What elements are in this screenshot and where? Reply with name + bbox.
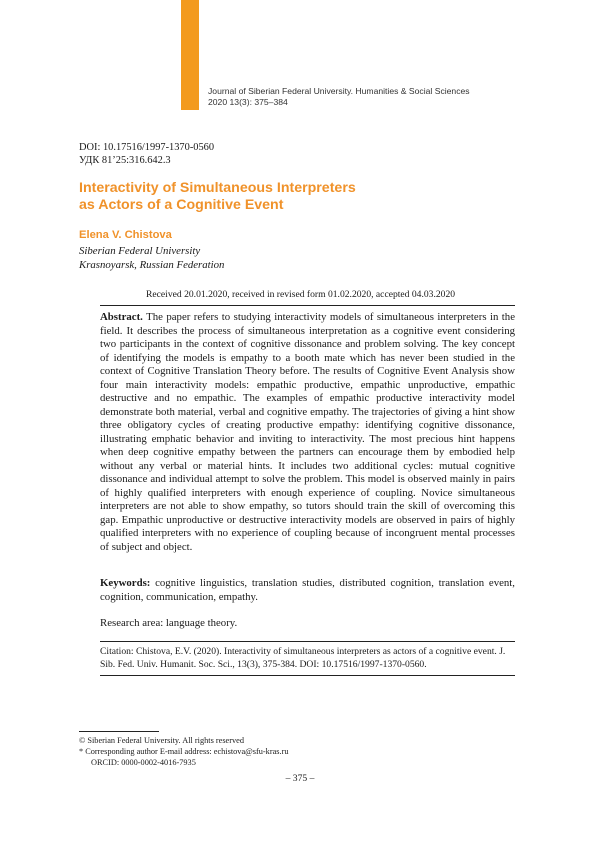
affiliation-university: Siberian Federal University <box>79 245 201 257</box>
keywords-text: cognitive linguistics, translation studies, distributed cognition, translation event, cognition, communication, empathy. <box>100 577 515 603</box>
journal-issue: 2020 13(3): 375–384 <box>208 97 288 107</box>
received-dates: Received 20.01.2020, received in revised form 01.02.2020, accepted 04.03.2020 <box>146 289 456 300</box>
divider-citation-top <box>100 641 515 642</box>
abstract <box>100 311 515 554</box>
keywords <box>100 577 515 604</box>
footnote-orcid: ORCID: 0000-0002-4016-7935 <box>91 758 196 767</box>
header-accent-bar <box>181 0 199 110</box>
udk: УДК 81’25:316.642.3 <box>79 155 171 166</box>
doi-block <box>79 141 214 167</box>
affiliation-location: Krasnoyarsk, Russian Federation <box>79 259 225 271</box>
abstract-label: Abstract. <box>100 311 143 323</box>
doi: DOI: 10.17516/1997-1370-0560 <box>79 142 215 153</box>
footnote-corresponding-author: * Corresponding author E-mail address: echistova@sfu-kras.ru <box>79 747 289 756</box>
footnote-copyright: © Siberian Federal University. All rights reserved <box>79 736 244 745</box>
divider-top <box>100 305 515 306</box>
footnote-divider <box>79 731 159 732</box>
journal-header <box>208 86 470 108</box>
author-affiliation <box>79 244 224 272</box>
page-number: – 375 – <box>285 773 315 784</box>
abstract-text: The paper refers to studying interactivity models of simultaneous interpreters in the field. It describes the process of simultaneous interpretation as a cognitive event considering two participants in the context of cognitive dissonance and problem solving. The key concept of identifying the models is empathy to a booth mate which has never been studied in the context of Cognitive Translation Theory before. The results of Cognitive Event Analysis show four main interactivity models: empathic productive, empathic unproductive, empathic destructive and no empathic. The examples of empathic productive interactivity model demonstrate both material, verbal and cognitive empathy. The trajectories of giving a hint show three obligatory cycles of creating productive empathy: identifying cognitive dissonance, illustrating emphatic behavior and inviting to interactivity. The most precious hint happens when deep cognitive empathy between the partners can encourage them by embodied help without any verbal or material hints. It includes two additional cycles: mutual cognitive dissonance and individual attempt to solve the problem. This model is observed mainly in pairs of highly qualified interpreters with enough experience of coupling. Novice simultaneous interpreters are not able to show empathy, so tutors should train the skill of overcoming this gap. Empathic unproductive or destructive interactivity models are observed in pairs of highly qualified interpreters with no experience of coupling because of incongruent mental processes of subject and object. <box>100 311 515 553</box>
paper-title <box>79 180 356 214</box>
title-line-1: Interactivity of Simultaneous Interpreters <box>79 180 356 196</box>
author-name: Elena V. Chistova <box>79 229 172 241</box>
research-area: Research area: language theory. <box>100 617 238 629</box>
journal-name: Journal of Siberian Federal University. Humanities & Social Sciences <box>208 86 470 96</box>
footnotes <box>79 735 288 768</box>
keywords-label: Keywords: <box>100 577 151 589</box>
divider-citation-bottom <box>100 675 515 676</box>
citation: Citation: Chistova, E.V. (2020). Interactivity of simultaneous interpreters as actors of a cognitive event. J. Sib. Fed. Univ. Humanit. Soc. Sci., 13(3), 375-384. DOI: 10.17516/1997-1370-0560. <box>100 646 506 670</box>
title-line-2: as Actors of a Cognitive Event <box>79 197 284 213</box>
